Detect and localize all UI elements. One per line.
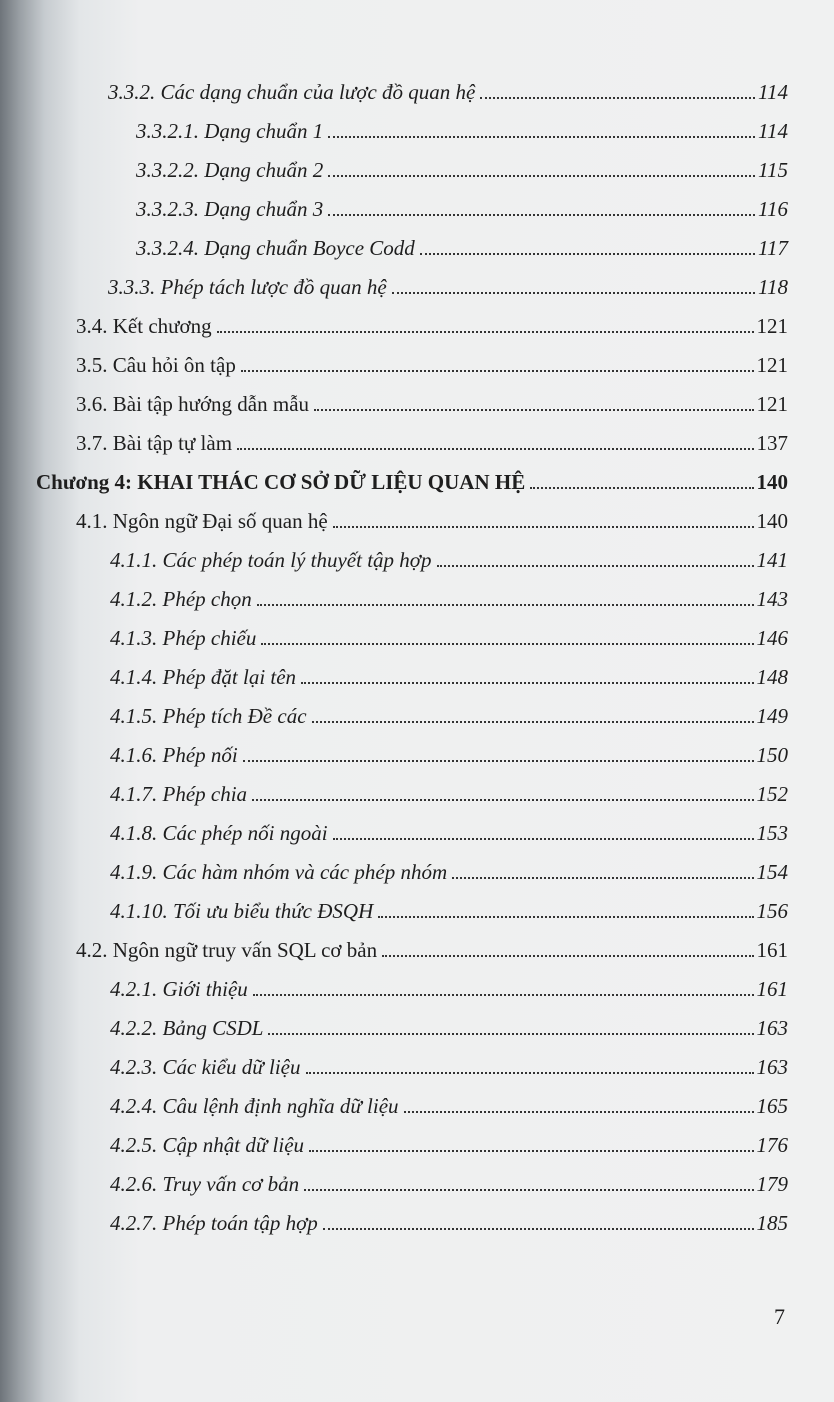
toc-entry-title: 4.1.1. Các phép toán lý thuyết tập hợp — [110, 548, 432, 572]
toc-entry-4-1-3[interactable] — [110, 619, 788, 653]
toc-entry-page: 163 — [756, 1016, 788, 1040]
dot-leader — [480, 97, 755, 99]
toc-entry-3-7[interactable] — [76, 424, 788, 458]
toc-entry-title: 3.3.3. Phép tách lược đồ quan hệ — [108, 275, 387, 299]
toc-entry-title: 4.1.10. Tối ưu biểu thức ĐSQH — [110, 899, 374, 923]
toc-entry-4-1-1[interactable] — [110, 541, 788, 575]
toc-entry-page: 121 — [756, 314, 788, 338]
toc-entry-page: 153 — [756, 821, 788, 845]
toc-entry-4-1-2[interactable] — [110, 580, 788, 614]
dot-leader — [243, 760, 754, 762]
dot-leader — [252, 799, 753, 801]
dot-leader — [323, 1228, 754, 1230]
dot-leader — [333, 838, 754, 840]
toc-entry-page: 179 — [756, 1172, 788, 1196]
toc-entry-title: 3.4. Kết chương — [76, 314, 212, 338]
toc-entry-4-1-8[interactable] — [110, 814, 788, 848]
dot-leader — [257, 604, 754, 606]
toc-entry-title: 3.3.2. Các dạng chuẩn của lược đồ quan hệ — [108, 80, 476, 104]
dot-leader — [530, 487, 753, 489]
toc-entry-4-2-6[interactable] — [110, 1165, 788, 1199]
toc-entry-4-1[interactable] — [76, 502, 788, 536]
toc-entry-4-1-9[interactable] — [110, 853, 788, 887]
toc-entry-title: 3.5. Câu hỏi ôn tập — [76, 353, 236, 377]
toc-entry-page: 185 — [756, 1211, 788, 1235]
toc-entry-title: 4.2. Ngôn ngữ truy vấn SQL cơ bản — [76, 938, 378, 962]
toc-entry-page: 163 — [756, 1055, 788, 1079]
toc-entry-title: 4.1.6. Phép nối — [110, 743, 238, 767]
dot-leader — [404, 1111, 754, 1113]
toc-entry-page: 154 — [756, 860, 788, 884]
toc-entry-page: 116 — [758, 197, 788, 221]
toc-entry-page: 150 — [756, 743, 788, 767]
dot-leader — [328, 136, 755, 138]
toc-entry-title: 4.1.5. Phép tích Đề các — [110, 704, 307, 728]
toc-entry-4-2-4[interactable] — [110, 1087, 788, 1121]
toc-entry-page: 161 — [756, 938, 788, 962]
toc-entry-page: 176 — [756, 1133, 788, 1157]
dot-leader — [306, 1072, 754, 1074]
toc-entry-title: 4.2.7. Phép toán tập hợp — [110, 1211, 318, 1235]
dot-leader — [378, 916, 753, 918]
toc-entry-page: 121 — [756, 353, 788, 377]
toc-entry-title: 4.1. Ngôn ngữ Đại số quan hệ — [76, 509, 328, 533]
toc-entry-4-1-4[interactable] — [110, 658, 788, 692]
toc-entry-3-4[interactable] — [76, 307, 788, 341]
toc-entry-4-2-5[interactable] — [110, 1126, 788, 1160]
toc-entry-3-5[interactable] — [76, 346, 788, 380]
toc-entry-title: 4.2.2. Bảng CSDL — [110, 1016, 264, 1040]
toc-entry-4-2[interactable] — [76, 931, 788, 965]
toc-entry-title: 3.3.2.2. Dạng chuẩn 2 — [136, 158, 324, 182]
dot-leader — [237, 448, 753, 450]
dot-leader — [241, 370, 754, 372]
dot-leader — [261, 643, 753, 645]
toc-entry-4-2-2[interactable] — [110, 1009, 788, 1043]
toc-entry-3-3-2-3[interactable] — [136, 190, 788, 224]
toc-entry-title: 4.1.4. Phép đặt lại tên — [110, 665, 297, 689]
toc-entry-title: 4.2.1. Giới thiệu — [110, 977, 248, 1001]
toc-entry-title: 4.2.5. Cập nhật dữ liệu — [110, 1133, 305, 1157]
toc-entry-title: 3.3.2.3. Dạng chuẩn 3 — [136, 197, 324, 221]
toc-entry-title: 4.1.7. Phép chia — [110, 782, 248, 806]
toc-entry-page: 137 — [756, 431, 788, 455]
toc-entry-page: 118 — [758, 275, 788, 299]
dot-leader — [328, 175, 755, 177]
toc-entry-title: 3.7. Bài tập tự làm — [76, 431, 233, 455]
toc-entry-page: 121 — [756, 392, 788, 416]
toc-entry-title: 4.1.8. Các phép nối ngoài — [110, 821, 328, 845]
dot-leader — [217, 331, 754, 333]
toc-entry-4-2-7[interactable] — [110, 1204, 788, 1238]
toc-entry-3-3-3[interactable] — [108, 268, 788, 302]
toc-entry-page: 140 — [756, 509, 788, 533]
toc-entry-page: 114 — [758, 119, 788, 143]
toc-entry-3-6[interactable] — [76, 385, 788, 419]
toc-entry-3-3-2-4[interactable] — [136, 229, 788, 263]
toc-entry-page: 165 — [756, 1094, 788, 1118]
toc-entry-4-1-7[interactable] — [110, 775, 788, 809]
toc-entry-4-2-3[interactable] — [110, 1048, 788, 1082]
dot-leader — [309, 1150, 753, 1152]
dot-leader — [452, 877, 753, 879]
toc-entry-4-1-10[interactable] — [110, 892, 788, 926]
toc-entry-title: 4.2.4. Câu lệnh định nghĩa dữ liệu — [110, 1094, 399, 1118]
page-number: 7 — [774, 1304, 785, 1329]
toc-entry-title: 3.3.2.1. Dạng chuẩn 1 — [136, 119, 324, 143]
toc-entry-page: 149 — [756, 704, 788, 728]
dot-leader — [437, 565, 754, 567]
dot-leader — [392, 292, 755, 294]
dot-leader — [382, 955, 753, 957]
toc-entry-4-1-5[interactable] — [110, 697, 788, 731]
toc-entry-page: 161 — [756, 977, 788, 1001]
dot-leader — [268, 1033, 753, 1035]
toc-entry-page: 143 — [756, 587, 788, 611]
dot-leader — [253, 994, 754, 996]
dot-leader — [333, 526, 754, 528]
toc-entry-3-3-2-2[interactable] — [136, 151, 788, 185]
toc-entry-page: 156 — [756, 899, 788, 923]
toc-entry-page: 146 — [756, 626, 788, 650]
toc-entry-page: 115 — [758, 158, 788, 182]
toc-entry-title: 3.6. Bài tập hướng dẫn mẫu — [76, 392, 310, 416]
toc-entry-title: 4.2.3. Các kiểu dữ liệu — [110, 1055, 301, 1079]
toc-entry-page: 114 — [758, 80, 788, 104]
dot-leader — [301, 682, 753, 684]
toc-entry-3-3-2-1[interactable] — [136, 112, 788, 146]
toc-entry-4-2-1[interactable] — [110, 970, 788, 1004]
toc-entry-page: 152 — [756, 782, 788, 806]
dot-leader — [312, 721, 754, 723]
toc-entry-page: 148 — [756, 665, 788, 689]
toc-chapter-4[interactable] — [36, 463, 788, 497]
dot-leader — [304, 1189, 753, 1191]
toc-entry-title: 4.1.3. Phép chiếu — [110, 626, 257, 650]
toc-entry-title: 4.2.6. Truy vấn cơ bản — [110, 1172, 300, 1196]
dot-leader — [314, 409, 753, 411]
toc-entry-3-3-2[interactable] — [108, 73, 788, 107]
toc-entry-title: 4.1.2. Phép chọn — [110, 587, 252, 611]
toc-entry-page: 140 — [756, 470, 788, 494]
toc-entry-page: 117 — [758, 236, 788, 260]
toc-entry-page: 141 — [756, 548, 788, 572]
toc-entry-title: 3.3.2.4. Dạng chuẩn Boyce Codd — [136, 236, 415, 260]
toc-entry-title: Chương 4: KHAI THÁC CƠ SỞ DỮ LIỆU QUAN HỆ — [36, 470, 526, 494]
dot-leader — [328, 214, 755, 216]
dot-leader — [420, 253, 755, 255]
toc-entry-4-1-6[interactable] — [110, 736, 788, 770]
toc-entry-title: 4.1.9. Các hàm nhóm và các phép nhóm — [110, 860, 448, 884]
